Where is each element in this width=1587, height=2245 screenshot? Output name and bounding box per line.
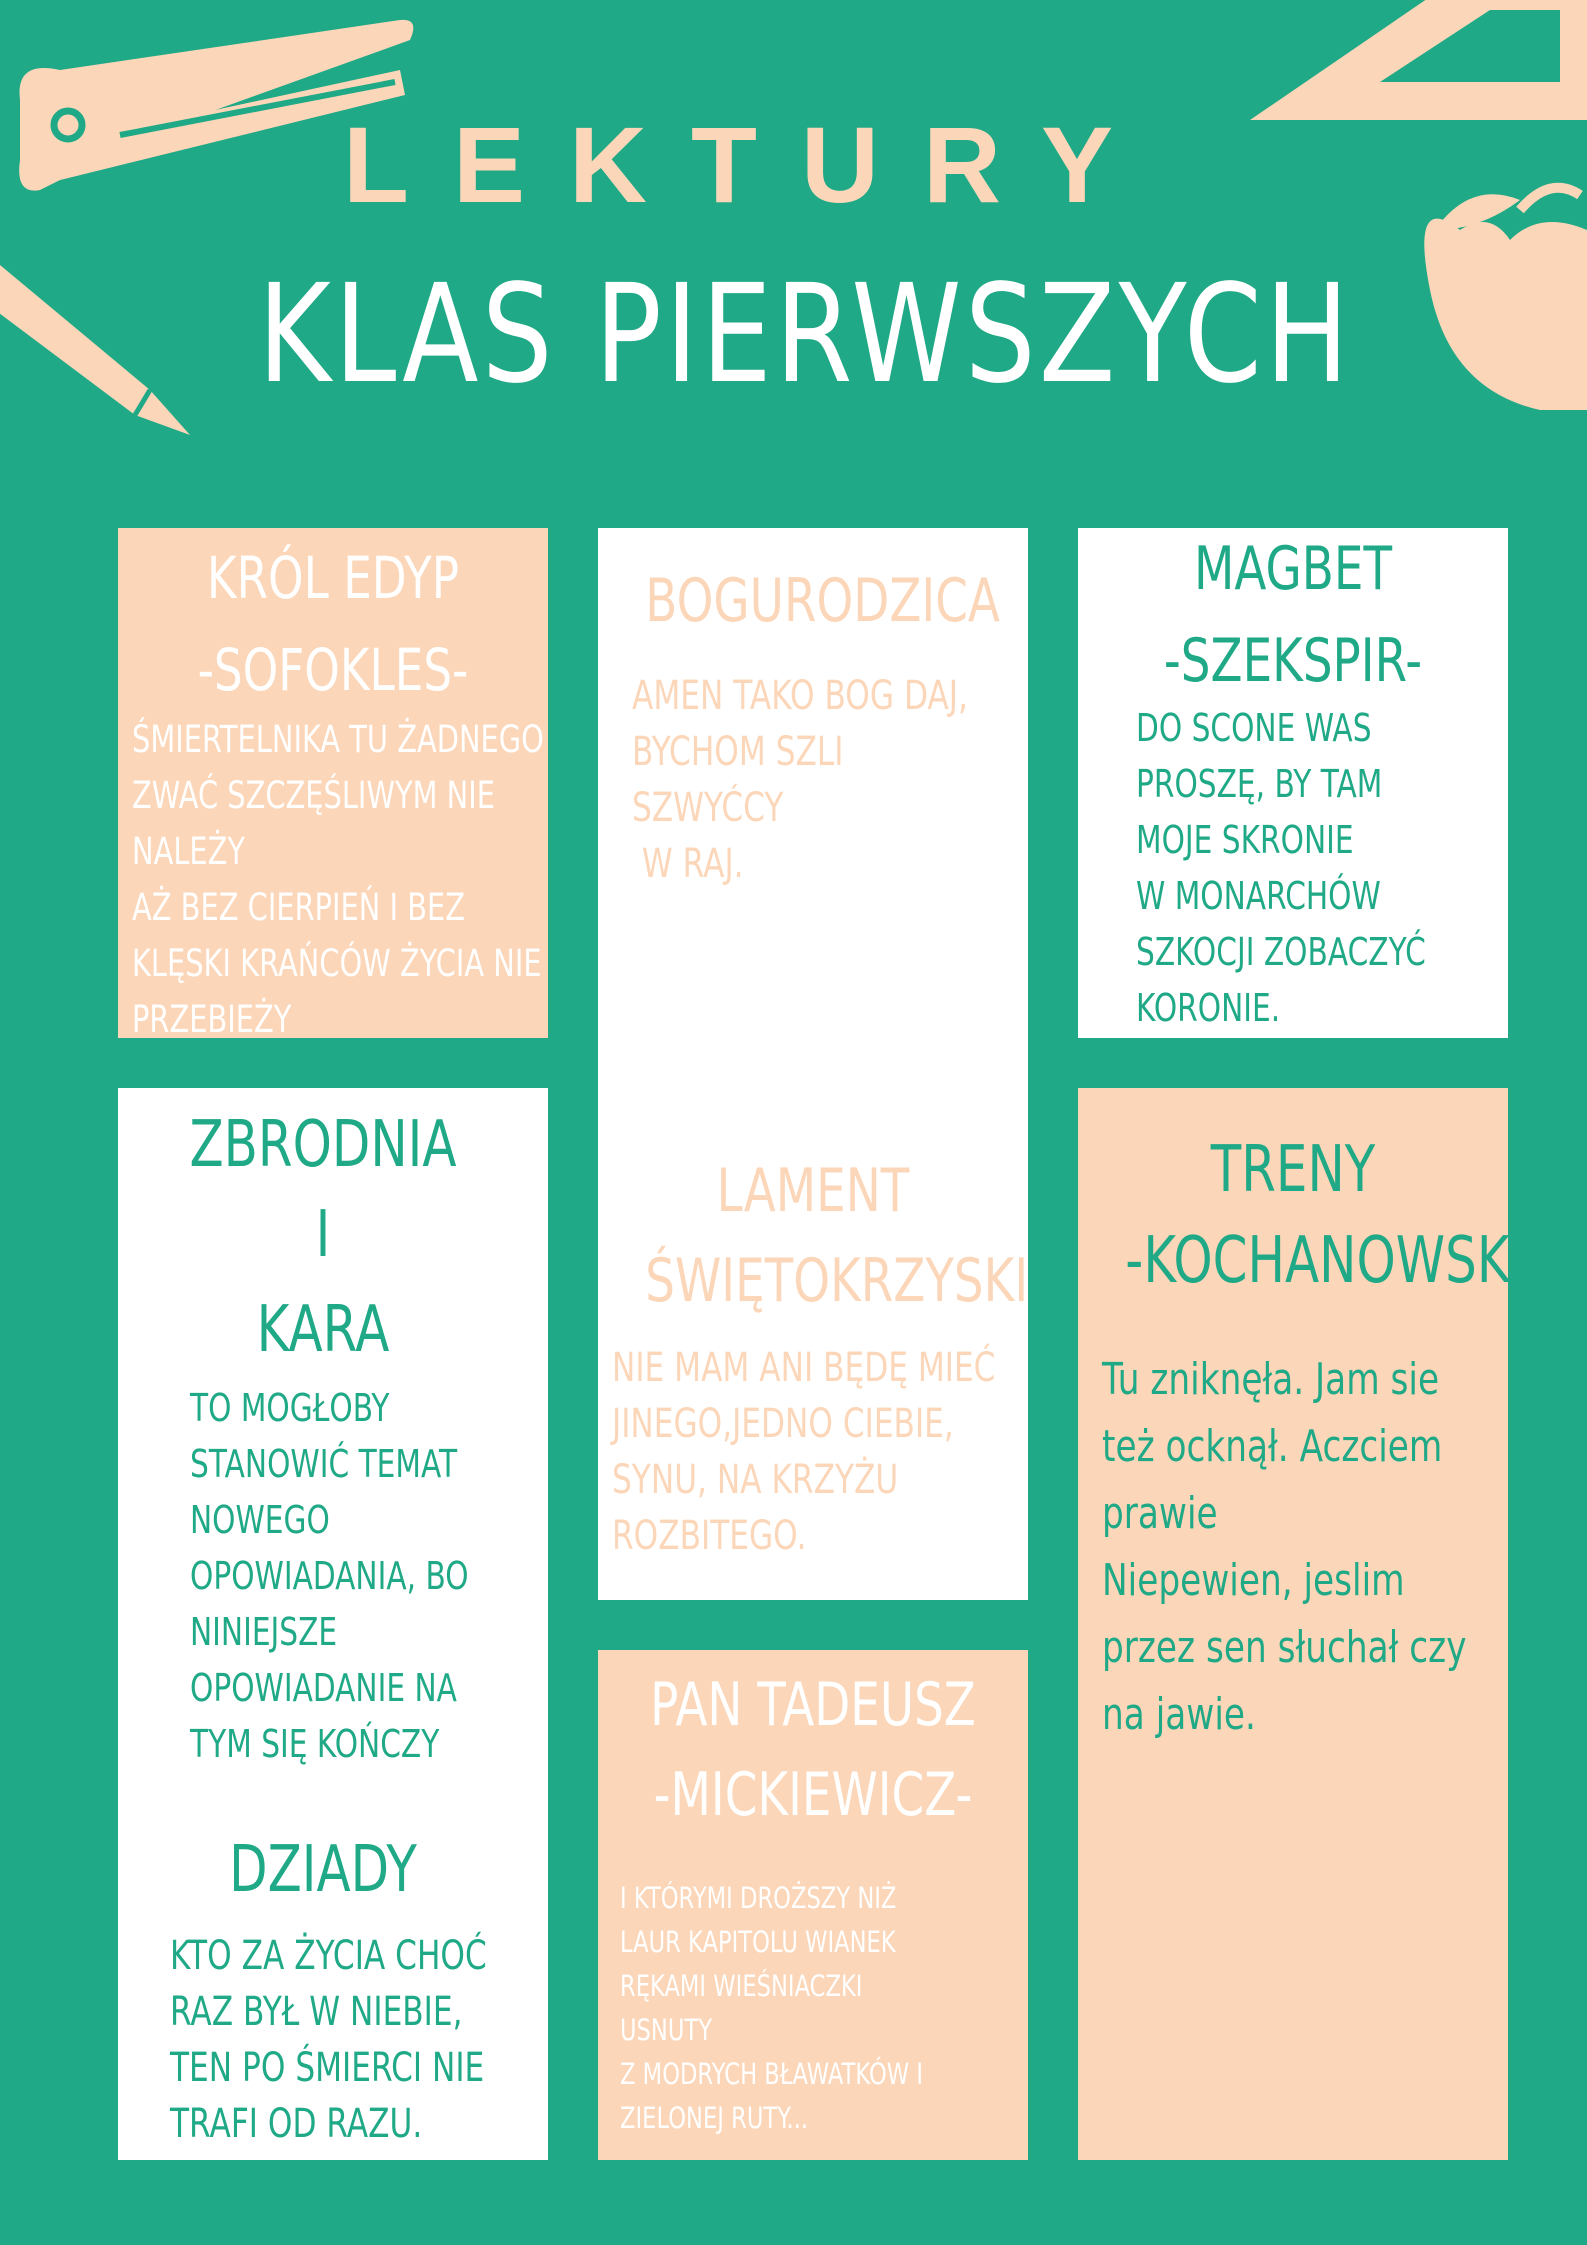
page-subtitle: LEKTURY [343, 104, 1157, 225]
card-title: BOGURODZICA [645, 566, 1000, 636]
card-title-2: I [315, 1198, 331, 1272]
card-title: MAGBET [1193, 534, 1393, 604]
card-bogurodzica [598, 528, 1028, 1600]
card-quote: Tu zniknęła. Jam sie też ocknął. Aczciem prawie Niepewien, jeslim przez sen słuchał czy na jawie. [1102, 1354, 1467, 1740]
card-dziady-quote: KTO ZA ŻYCIA CHOĆ RAZ BYŁ W NIEBIE, TEN PO ŚMIERCI NIE TRAFI OD RAZU. [170, 1933, 487, 2147]
card-author: -KOCHANOWSKI- [1125, 1224, 1543, 1298]
card-title: KRÓL EDYP [206, 544, 460, 612]
card-lament-title-2: ŚWIĘTOKRZYSKI [645, 1246, 1029, 1316]
card-dziady-title: DZIADY [229, 1833, 417, 1907]
card-title-3: KARA [256, 1293, 390, 1367]
triangle-ruler-icon [1240, 0, 1587, 150]
card-quote: TO MOGŁOBY STANOWIĆ TEMAT NOWEGO OPOWIADANIA, BO NINIEJSZE OPOWIADANIE NA TYM SIĘ KOŃCZY [190, 1386, 469, 1766]
card-title-1: ZBRODNIA [189, 1108, 457, 1182]
card-quote: I KTÓRYMI DROŻSZY NIŻ LAUR KAPITOLU WIANEK RĘKAMI WIEŚNIACZKI USNUTY Z MODRYCH BŁAWATKÓW I ZIELONEJ RUTY... [620, 1881, 924, 2135]
card-author: -MICKIEWICZ- [653, 1760, 973, 1830]
card-author: -SZEKSPIR- [1163, 626, 1423, 696]
card-krol-edyp [118, 528, 548, 1041]
card-title: PAN TADEUSZ [650, 1670, 976, 1740]
card-treny [1078, 1088, 1543, 2160]
card-quote: ŚMIERTELNIKA TU ŻADNEGO ZWAĆ SZCZĘŚLIWYM NIE NALEŻY AŻ BEZ CIERPIEŃ I BEZ KLĘSKI KRAŃCÓW ŻYCIA NIE PRZEBIEŻY [132, 718, 544, 1041]
page-title: KLAS PIERWSZYCH [257, 256, 1353, 414]
apple-icon [1420, 170, 1587, 470]
card-author: -SOFOKLES- [197, 636, 469, 704]
card-quote: DO SCONE WAS PROSZĘ, BY TAM MOJE SKRONIE W MONARCHÓW SZKOCJI ZOBACZYĆ KORONIE. [1136, 706, 1426, 1030]
card-title: TRENY [1210, 1133, 1376, 1207]
card-lament-title-1: LAMENT [716, 1156, 910, 1226]
card-quote: AMEN TAKO BOG DAJ, BYCHOM SZLI SZWYĆCY W RAJ. [632, 673, 968, 887]
pencil-icon [0, 240, 200, 440]
card-zbrodnia-i-kara [118, 1088, 548, 2160]
card-magbet [1078, 528, 1508, 1038]
card-lament-quote: NIE MAM ANI BĘDĘ MIEĆ JINEGO,JEDNO CIEBIE, SYNU, NA KRZYŻU ROZBITEGO. [612, 1345, 996, 1559]
card-pan-tadeusz [598, 1650, 1028, 2160]
